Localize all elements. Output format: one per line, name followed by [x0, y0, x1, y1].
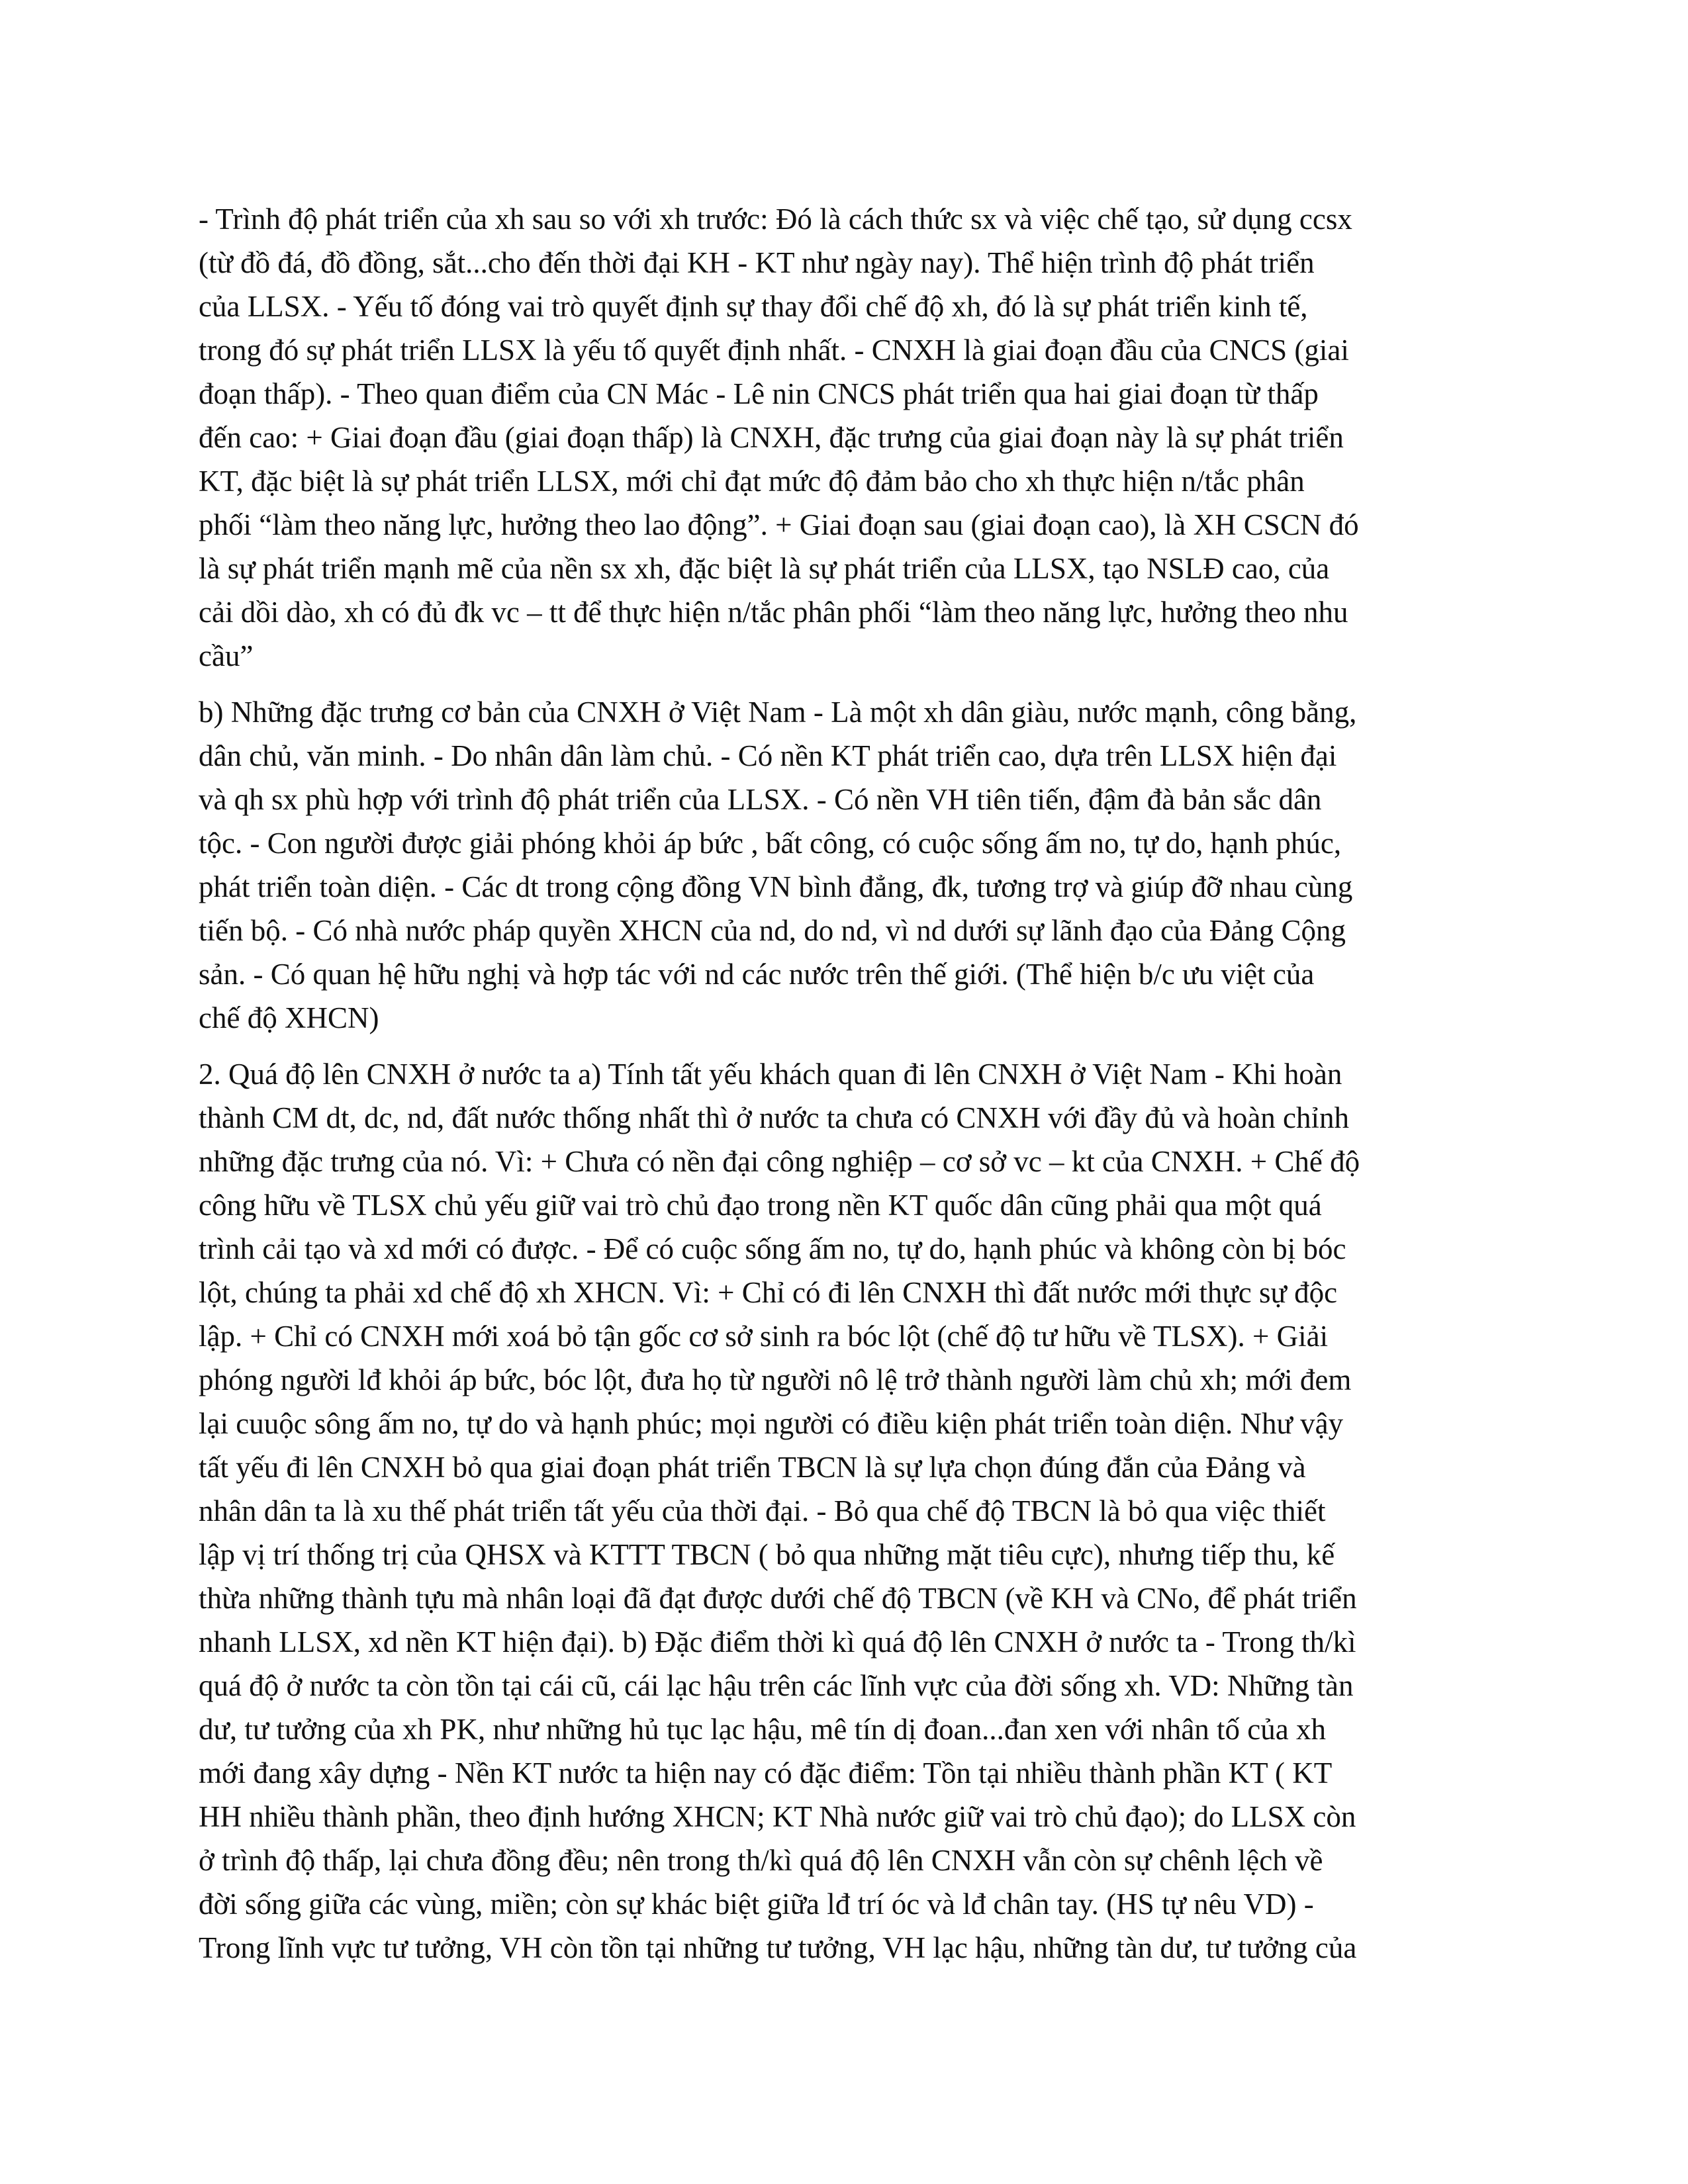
document-page [199, 197, 1489, 1982]
paragraph-vietnam-socialism-features: b) Những đặc trưng cơ bản của CNXH ở Việt Nam - Là một xh dân giàu, nước mạnh, công bằng, dân chủ, văn minh. - Do nhân dân làm chủ. - Có nền KT phát triển cao, dựa trên LLSX hiện đại và qh sx phù hợp với trình độ phát triển của LLSX. - Có nền VH tiên tiến, đậm đà bản sắc dân tộc. - Con người được giải phóng khỏi áp bức , bất công, có cuộc sống ấm no, tự do, hạnh phúc, phát triển toàn diện. - Các dt trong cộng đồng VN bình đẳng, đk, tương trợ và giúp đỡ nhau cùng tiến bộ. - Có nhà nước pháp quyền XHCN của nd, do nd, vì nd dưới sự lãnh đạo của Đảng Cộng sản. - Có quan hệ hữu nghị và hợp tác với nd các nước trên thế giới. (Thể hiện b/c ưu việt của chế độ XHCN) [199, 696, 1357, 1034]
paragraph-transition-to-socialism: 2. Quá độ lên CNXH ở nước ta a) Tính tất yếu khách quan đi lên CNXH ở Việt Nam - Khi hoàn thành CM dt, dc, nd, đất nước thống nhất thì ở nước ta chưa có CNXH với đầy đủ và hoàn chỉnh những đặc trưng của nó. Vì: + Chưa có nền đại công nghiệp – cơ sở vc – kt của CNXH. + Chế độ công hữu về TLSX chủ yếu giữ vai trò chủ đạo trong nền KT quốc dân cũng phải qua một quá trình cải tạo và xd mới có được. - Để có cuộc sống ấm no, tự do, hạnh phúc và không còn bị bóc lột, chúng ta phải xd chế độ xh XHCN. Vì: + Chỉ có đi lên CNXH thì đất nước mới thực sự độc lập. + Chỉ có CNXH mới xoá bỏ tận gốc cơ sở sinh ra bóc lột (chế độ tư hữu về TLSX). + Giải phóng người lđ khỏi áp bức, bóc lột, đưa họ từ người nô lệ trở thành người làm chủ xh; mới đem lại cuuộc sông ấm no, tự do và hạnh phúc; mọi người có điều kiện phát triển toàn diện. Như vậy tất yếu đi lên CNXH bỏ qua giai đoạn phát triển TBCN là sự lựa chọn đúng đắn của Đảng và nhân dân ta là xu thế phát triển tất yếu của thời đại. - Bỏ qua chế độ TBCN là bỏ qua việc thiết lập vị trí thống trị của QHSX và KTTT TBCN ( bỏ qua những mặt tiêu cực), nhưng tiếp thu, kế thừa những thành tựu mà nhân loại đã đạt được dưới chế độ TBCN (về KH và CNo, để phát triển nhanh LLSX, xd nền KT hiện đại). b) Đặc điểm thời kì quá độ lên CNXH ở nước ta - Trong th/kì quá độ ở nước ta còn tồn tại cái cũ, cái lạc hậu trên các lĩnh vực của đời sống xh. VD: Những tàn dư, tư tưởng của xh PK, như những hủ tục lạc hậu, mê tín dị đoan...đan xen với nhân tố của xh mới đang xây dựng - Nền KT nước ta hiện nay có đặc điểm: Tồn tại nhiều thành phần KT ( KT HH nhiều thành phần, theo định hướng XHCN; KT Nhà nước giữ vai trò chủ đạo); do LLSX còn ở trình độ thấp, lại chưa đồng đều; nên trong th/kì quá độ lên CNXH vẫn còn sự chênh lệch về đời sống giữa các vùng, miền; còn sự khác biệt giữa lđ trí óc và lđ chân tay. (HS tự nêu VD) - Trong lĩnh vực tư tưởng, VH còn tồn tại những tư tưởng, VH lạc hậu, những tàn dư, tư tưởng của [199, 1058, 1360, 1964]
paragraph-lls-development: - Trình độ phát triển của xh sau so với xh trước: Đó là cách thức sx và việc chế tạo, sử dụng ccsx (từ đồ đá, đồ đồng, sắt...cho đến thời đại KH - KT như ngày nay). Thể hiện trình độ phát triển của LLSX. - Yếu tố đóng vai trò quyết định sự thay đổi chế độ xh, đó là sự phát triển kinh tế, trong đó sự phát triển LLSX là yếu tố quyết định nhất. - CNXH là giai đoạn đầu của CNCS (giai đoạn thấp). - Theo quan điểm của CN Mác - Lê nin CNCS phát triển qua hai giai đoạn từ thấp đến cao: + Giai đoạn đầu (giai đoạn thấp) là CNXH, đặc trưng của giai đoạn này là sự phát triển KT, đặc biệt là sự phát triển LLSX, mới chỉ đạt mức độ đảm bảo cho xh thực hiện n/tắc phân phối “làm theo năng lực, hưởng theo lao động”. + Giai đoạn sau (giai đoạn cao), là XH CSCN đó là sự phát triển mạnh mẽ của nền sx xh, đặc biệt là sự phát triển của LLSX, tạo NSLĐ cao, của cải dồi dào, xh có đủ đk vc – tt để thực hiện n/tắc phân phối “làm theo năng lực, hưởng theo nhu cầu” [199, 203, 1359, 672]
